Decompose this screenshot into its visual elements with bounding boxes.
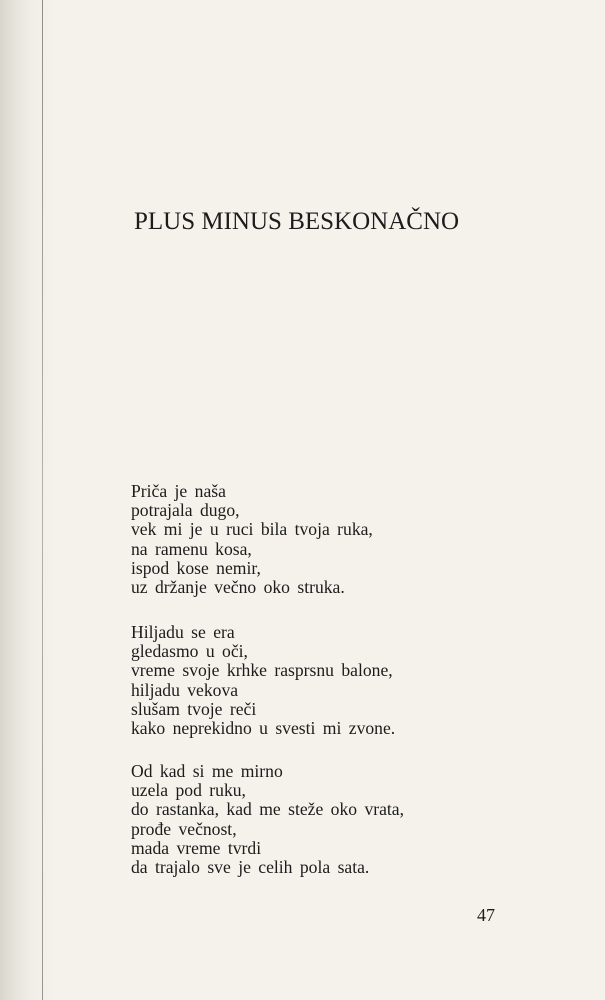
poem-line: slušam tvoje reči <box>131 698 257 719</box>
poem-line: vreme svoje krhke rasprsnu balone, <box>131 660 393 681</box>
poem-line: Priča je naša <box>131 481 226 501</box>
poem-line: gledasmo u oči, <box>131 641 248 662</box>
page-number: 47 <box>477 905 495 925</box>
poem-line: uzela pod ruku, <box>131 780 246 801</box>
binding-gutter-line <box>42 0 43 1000</box>
stanza-2 <box>131 623 395 738</box>
poem-line: kako neprekidno u svesti mi zvone. <box>131 718 396 739</box>
stanza-3 <box>131 762 404 877</box>
poem-line: da trajalo sve je celih pola sata. <box>131 857 370 878</box>
poem-line: prođe večnost, <box>131 818 237 839</box>
poem-line: potrajala dugo, <box>131 500 240 521</box>
poem-line: vek mi je u ruci bila tvoja ruka, <box>131 519 373 540</box>
poem-line: Od kad si me mirno <box>131 761 283 781</box>
poem-line: ispod kose nemir, <box>131 557 261 578</box>
stanza-1 <box>131 482 373 597</box>
poem-line: uz držanje večno oko struka. <box>131 577 345 598</box>
poem-line: hiljadu vekova <box>131 679 239 700</box>
poem-line: do rastanka, kad me steže oko vrata, <box>131 799 405 820</box>
poem-line: na ramenu kosa, <box>131 538 252 559</box>
poem-line: Hiljadu se era <box>131 622 235 642</box>
poem-title: PLUS MINUS BESKONAČNO <box>134 207 460 235</box>
poem-line: mada vreme tvrdi <box>131 837 262 858</box>
